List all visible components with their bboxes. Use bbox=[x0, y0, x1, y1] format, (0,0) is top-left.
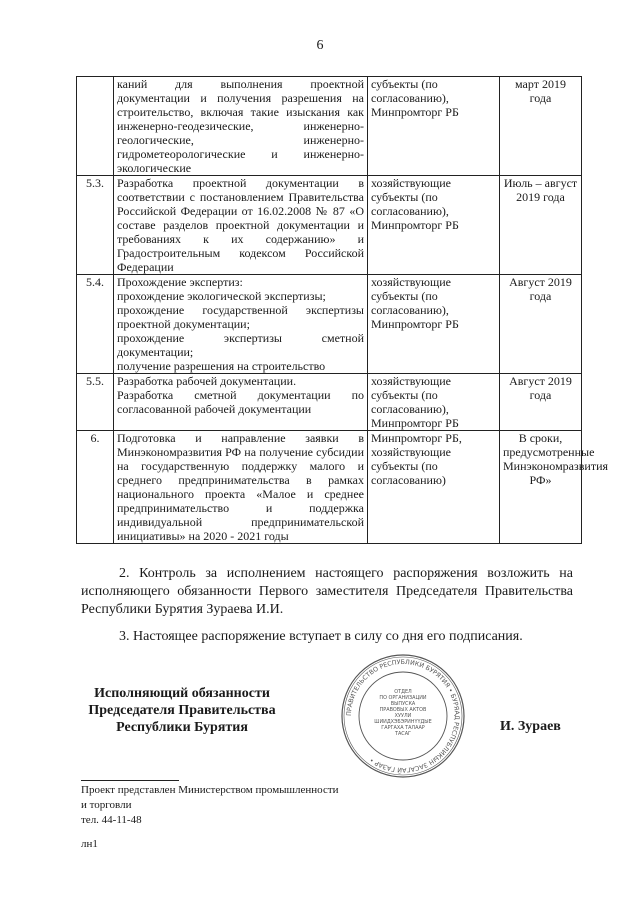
task-text: каний для выполнения проектной документации и получения разрешения на строительство, включая такие изыскания как инженерно-геодезические, инженерно-геологические, инженерно-гидрометеорологические и инженерно-экологические bbox=[117, 77, 364, 175]
signatory-name: И. Зураев bbox=[500, 719, 561, 734]
paragraph-effective: 3. Настоящее распоряжение вступает в силу со дня его подписания. bbox=[119, 629, 523, 644]
table-row bbox=[77, 77, 582, 176]
deadline-cell: В сроки, предусмотренные Минэкономразвития РФ» bbox=[500, 431, 582, 544]
task-cell bbox=[114, 431, 368, 544]
svg-text:ПРАВОВЫХ АКТОВ: ПРАВОВЫХ АКТОВ bbox=[379, 707, 427, 713]
executor-cell: Минпромторг РБ, хозяйствующие субъекты (по согласованию) bbox=[368, 431, 500, 544]
svg-text:ПО ОРГАНИЗАЦИИ: ПО ОРГАНИЗАЦИИ bbox=[379, 695, 427, 701]
table-row bbox=[77, 374, 582, 431]
signature-title-line: Исполняющий обязанности bbox=[94, 686, 270, 701]
task-cell bbox=[114, 77, 368, 176]
table-row bbox=[77, 431, 582, 544]
task-cell bbox=[114, 176, 368, 275]
seal-center-text bbox=[374, 689, 431, 737]
task-text: прохождение экологической экспертизы; bbox=[117, 289, 326, 303]
deadline-cell: Август 2019 года bbox=[500, 275, 582, 374]
svg-text:ХУУЛИ: ХУУЛИ bbox=[394, 713, 412, 719]
plan-table bbox=[76, 76, 609, 544]
signature-title-line: Председателя Правительства bbox=[88, 703, 276, 718]
svg-text:ТАСАГ: ТАСАГ bbox=[394, 731, 412, 737]
executor-cell: хозяйствующие субъекты (по согласованию), Минпромторг РБ bbox=[368, 275, 500, 374]
row-number: 5.4. bbox=[77, 275, 114, 374]
executor-cell: хозяйствующие субъекты (по согласованию), Минпромторг РБ bbox=[368, 176, 500, 275]
document-code: лн1 bbox=[81, 838, 98, 850]
signature-title bbox=[82, 685, 282, 736]
footnote-phone: тел. 44-11-48 bbox=[81, 814, 142, 826]
task-text: Разработка рабочей документации. bbox=[117, 374, 297, 388]
seal-ring-text: ПРАВИТЕЛЬСТВО РЕСПУБЛИКИ БУРЯТИЯ • БУРЯАД РЕСПУБЛИКЫН ЗАСАГАЙ ГАЗАР • bbox=[345, 658, 461, 774]
row-number bbox=[77, 77, 114, 176]
signature-title-line: Республики Бурятия bbox=[116, 720, 248, 735]
footnote-divider bbox=[81, 780, 179, 781]
paragraph-control: 2. Контроль за исполнением настоящего распоряжения возложить на исполняющего обязанности Первого заместителя Председателя Правительства Республики Бурятия Зураева И.И. bbox=[81, 566, 573, 617]
footnote bbox=[81, 783, 411, 828]
row-number: 5.5. bbox=[77, 374, 114, 431]
row-number: 6. bbox=[77, 431, 114, 544]
deadline-cell: март 2019 года bbox=[500, 77, 582, 176]
svg-text:ГАРГАХА ТАЛААР: ГАРГАХА ТАЛААР bbox=[381, 725, 425, 731]
task-text: прохождение государственной экспертизы проектной документации; bbox=[117, 303, 364, 331]
table-row bbox=[77, 176, 582, 275]
svg-text:ВЫПУСКА: ВЫПУСКА bbox=[390, 701, 416, 707]
task-text: получение разрешения на строительство bbox=[117, 359, 326, 373]
task-text: Разработка проектной документации в соответствии с постановлением Правительства Российской Федерации от 16.02.2008 № 87 «О составе разделов проектной документации и требованиях к их содержанию» и Градостроительным кодексом Российской Федерации bbox=[117, 176, 364, 274]
task-cell bbox=[114, 374, 368, 431]
task-text: Разработка сметной документации по согласованной рабочей документации bbox=[117, 388, 364, 416]
page-number: 6 bbox=[316, 38, 324, 53]
task-text: прохождение экспертизы сметной документации; bbox=[117, 331, 364, 359]
executor-cell: субъекты (по согласованию), Минпромторг РБ bbox=[368, 77, 500, 176]
table-row bbox=[77, 275, 582, 374]
svg-text:ОТДЕЛ: ОТДЕЛ bbox=[394, 689, 412, 695]
task-cell bbox=[114, 275, 368, 374]
task-text: Подготовка и направление заявки в Минэкономразвития РФ на получение субсидии на государственную поддержку малого и среднего предпринимательства в рамках национального проекта «Малое и среднее предпринимательство и поддержка индивидуальной предпринимательской инициативы» на 2020 - 2021 годы bbox=[117, 431, 364, 543]
deadline-cell: Июль – август 2019 года bbox=[500, 176, 582, 275]
row-number: 5.3. bbox=[77, 176, 114, 275]
plan-table-body bbox=[77, 77, 609, 544]
footnote-line: Проект представлен Министерством промышленности bbox=[81, 784, 339, 796]
svg-text:ШИИДХЭБЭРИНҮҮДЫЕ: ШИИДХЭБЭРИНҮҮДЫЕ bbox=[374, 719, 432, 725]
executor-cell: хозяйствующие субъекты (по согласованию), Минпромторг РБ bbox=[368, 374, 500, 431]
official-seal bbox=[340, 653, 466, 779]
deadline-cell: Август 2019 года bbox=[500, 374, 582, 431]
footnote-line: и торговли bbox=[81, 799, 132, 811]
task-text: Прохождение экспертиз: bbox=[117, 275, 243, 289]
